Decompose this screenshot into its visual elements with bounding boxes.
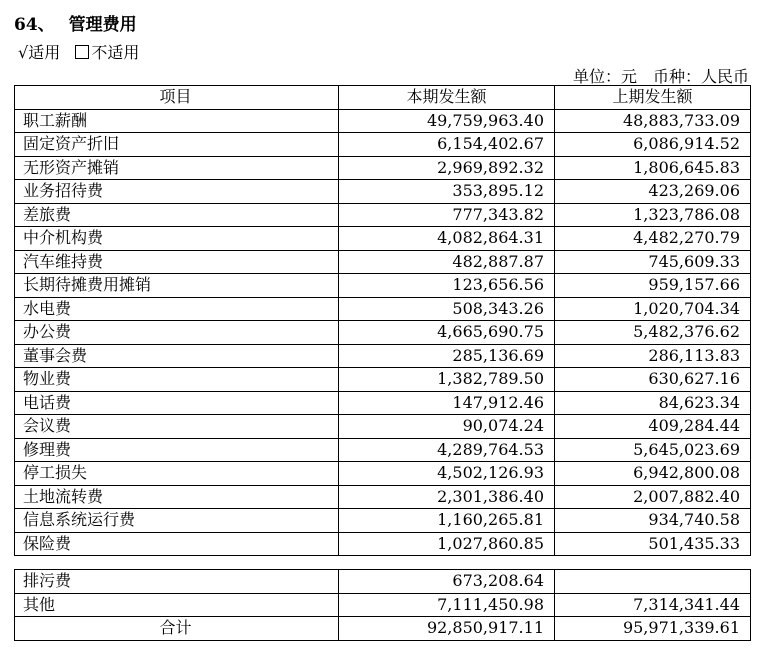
table-row — [15, 227, 751, 251]
current-amount-cell: 4,665,690.75 — [339, 321, 555, 345]
table-row — [15, 180, 751, 204]
prior-amount-cell: 5,482,376.62 — [555, 321, 751, 345]
table-row — [15, 532, 751, 556]
applicable-label: 适用 — [28, 43, 61, 62]
prior-amount-cell: 2,007,882.40 — [555, 485, 751, 509]
prior-amount-cell: 84,623.34 — [555, 391, 751, 415]
table-row — [15, 203, 751, 227]
prior-amount-cell: 423,269.06 — [555, 180, 751, 204]
item-cell: 固定资产折旧 — [15, 133, 339, 157]
item-cell: 保险费 — [15, 532, 339, 556]
prior-amount-cell: 934,740.58 — [555, 509, 751, 533]
table-row — [15, 344, 751, 368]
current-amount-cell: 4,289,764.53 — [339, 438, 555, 462]
table-row — [15, 391, 751, 415]
item-cell: 汽车维持费 — [15, 250, 339, 274]
item-cell: 董事会费 — [15, 344, 339, 368]
table-row — [15, 462, 751, 486]
header-item: 项目 — [15, 86, 339, 110]
item-cell: 合计 — [15, 617, 339, 641]
table-row — [15, 321, 751, 345]
current-amount-cell: 777,343.82 — [339, 203, 555, 227]
current-amount-cell: 7,111,450.98 — [339, 593, 555, 617]
prior-amount-cell: 1,323,786.08 — [555, 203, 751, 227]
prior-amount-cell: 959,157.66 — [555, 274, 751, 298]
item-cell: 会议费 — [15, 415, 339, 439]
prior-amount-cell: 1,806,645.83 — [555, 156, 751, 180]
table-row — [15, 297, 751, 321]
current-amount-cell: 4,502,126.93 — [339, 462, 555, 486]
table-row — [15, 438, 751, 462]
table-row — [15, 133, 751, 157]
current-amount-cell: 49,759,963.40 — [339, 109, 555, 133]
expense-table — [14, 85, 751, 556]
prior-amount-cell: 630,627.16 — [555, 368, 751, 392]
current-amount-cell: 123,656.56 — [339, 274, 555, 298]
current-amount-cell: 2,301,386.40 — [339, 485, 555, 509]
prior-amount-cell: 409,284.44 — [555, 415, 751, 439]
item-cell: 业务招待费 — [15, 180, 339, 204]
unit-currency-line: 单位：元 币种：人民币 — [572, 67, 749, 86]
item-cell: 电话费 — [15, 391, 339, 415]
item-cell: 其他 — [15, 593, 339, 617]
current-amount-cell: 482,887.87 — [339, 250, 555, 274]
current-amount-cell: 90,074.24 — [339, 415, 555, 439]
current-amount-cell: 92,850,917.11 — [339, 617, 555, 641]
header-current-period: 本期发生额 — [339, 86, 555, 110]
expense-table-continued — [14, 569, 751, 641]
item-cell: 办公费 — [15, 321, 339, 345]
item-cell: 职工薪酬 — [15, 109, 339, 133]
prior-amount-cell: 5,645,023.69 — [555, 438, 751, 462]
section-heading — [14, 10, 137, 35]
prior-amount-cell: 6,942,800.08 — [555, 462, 751, 486]
item-cell: 差旅费 — [15, 203, 339, 227]
empty-checkbox-icon — [75, 45, 89, 59]
current-amount-cell: 4,082,864.31 — [339, 227, 555, 251]
prior-amount-cell: 4,482,270.79 — [555, 227, 751, 251]
table-row — [15, 485, 751, 509]
not-applicable-label: 不适用 — [91, 43, 140, 62]
current-amount-cell: 147,912.46 — [339, 391, 555, 415]
table-row — [15, 274, 751, 298]
prior-amount-cell: 501,435.33 — [555, 532, 751, 556]
table-row — [15, 570, 751, 594]
current-amount-cell: 673,208.64 — [339, 570, 555, 594]
item-cell: 信息系统运行费 — [15, 509, 339, 533]
item-cell: 排污费 — [15, 570, 339, 594]
prior-amount-cell: 745,609.33 — [555, 250, 751, 274]
current-amount-cell: 508,343.26 — [339, 297, 555, 321]
item-cell: 物业费 — [15, 368, 339, 392]
item-cell: 长期待摊费用摊销 — [15, 274, 339, 298]
table-row — [15, 415, 751, 439]
table-row — [15, 250, 751, 274]
item-cell: 土地流转费 — [15, 485, 339, 509]
current-amount-cell: 1,382,789.50 — [339, 368, 555, 392]
prior-amount-cell: 7,314,341.44 — [555, 593, 751, 617]
current-amount-cell: 2,969,892.32 — [339, 156, 555, 180]
prior-amount-cell — [555, 570, 751, 594]
current-amount-cell: 6,154,402.67 — [339, 133, 555, 157]
table-row — [15, 109, 751, 133]
table-row — [15, 156, 751, 180]
current-amount-cell: 285,136.69 — [339, 344, 555, 368]
item-cell: 水电费 — [15, 297, 339, 321]
prior-amount-cell: 6,086,914.52 — [555, 133, 751, 157]
item-cell: 中介机构费 — [15, 227, 339, 251]
item-cell: 停工损失 — [15, 462, 339, 486]
prior-amount-cell: 1,020,704.34 — [555, 297, 751, 321]
applicability-options — [18, 40, 139, 63]
total-row — [15, 617, 751, 641]
item-cell: 无形资产摊销 — [15, 156, 339, 180]
current-amount-cell: 1,160,265.81 — [339, 509, 555, 533]
header-prior-period: 上期发生额 — [555, 86, 751, 110]
prior-amount-cell: 286,113.83 — [555, 344, 751, 368]
section-number: 64、 — [14, 15, 55, 35]
prior-amount-cell: 95,971,339.61 — [555, 617, 751, 641]
table-row — [15, 368, 751, 392]
prior-amount-cell: 48,883,733.09 — [555, 109, 751, 133]
current-amount-cell: 1,027,860.85 — [339, 532, 555, 556]
item-cell: 修理费 — [15, 438, 339, 462]
current-amount-cell: 353,895.12 — [339, 180, 555, 204]
section-title: 管理费用 — [68, 15, 137, 35]
check-mark-icon: √ — [18, 43, 29, 62]
table-row — [15, 509, 751, 533]
table-header-row — [15, 86, 751, 110]
table-row — [15, 593, 751, 617]
